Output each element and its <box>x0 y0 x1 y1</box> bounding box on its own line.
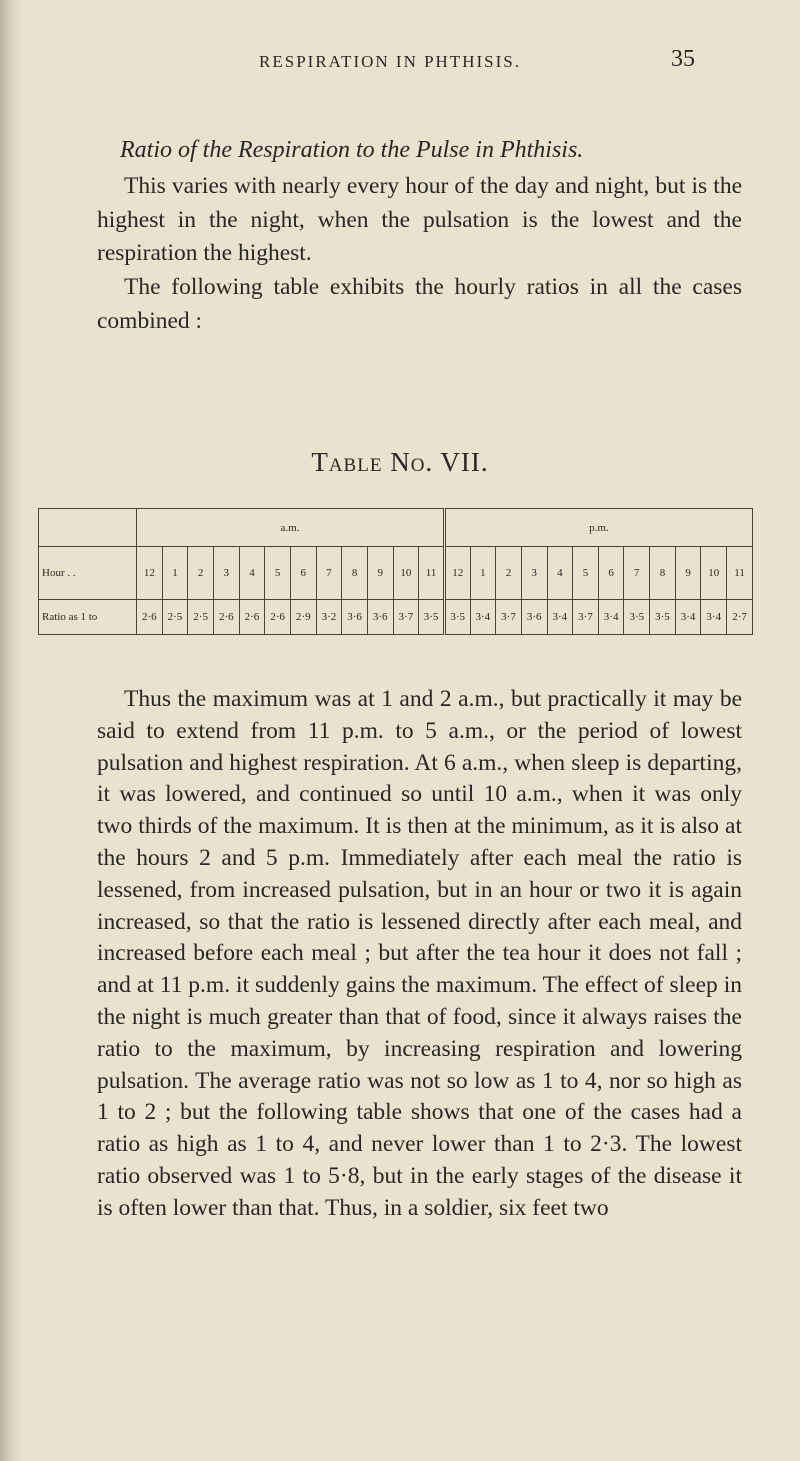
ratio-cell-pm: 3·7 <box>573 600 599 635</box>
hour-row-label: Hour . . <box>39 547 137 600</box>
hour-cell-am: 7 <box>316 547 342 600</box>
ratio-cell-pm: 3·5 <box>650 600 676 635</box>
ratio-cell-am: 2·5 <box>188 600 214 635</box>
hour-cell-am: 1 <box>162 547 188 600</box>
hour-cell-am: 4 <box>239 547 265 600</box>
hour-cell-pm: 8 <box>650 547 676 600</box>
ratio-cell-pm: 3·4 <box>547 600 573 635</box>
hour-cell-pm: 12 <box>444 547 470 600</box>
hour-cell-pm: 5 <box>573 547 599 600</box>
hour-cell-am: 9 <box>367 547 393 600</box>
hour-cell-am: 5 <box>265 547 291 600</box>
ratio-cell-am: 3·7 <box>393 600 419 635</box>
ratio-cell-pm: 3·5 <box>624 600 650 635</box>
ratio-cell-am: 3·5 <box>419 600 445 635</box>
hour-cell-pm: 11 <box>727 547 753 600</box>
empty-corner-cell <box>39 509 137 547</box>
hour-cell-pm: 9 <box>675 547 701 600</box>
hour-cell-am: 2 <box>188 547 214 600</box>
table-title: Table No. VII. <box>311 447 489 477</box>
ratio-cell-pm: 3·4 <box>675 600 701 635</box>
hour-cell-pm: 1 <box>470 547 496 600</box>
ratio-cell-pm: 3·7 <box>496 600 522 635</box>
section-title: Ratio of the Respiration to the Pulse in Phthisis. <box>120 137 584 163</box>
ratio-cell-am: 3·2 <box>316 600 342 635</box>
binding-shadow <box>0 0 22 1461</box>
hour-cell-pm: 7 <box>624 547 650 600</box>
ratio-cell-pm: 3·6 <box>521 600 547 635</box>
ratio-cell-pm: 3·4 <box>470 600 496 635</box>
ratio-cell-am: 2·9 <box>290 600 316 635</box>
hour-cell-am: 8 <box>342 547 368 600</box>
paragraph-3: Thus the maximum was at 1 and 2 a.m., but practically it may be said to extend from 11 p.m. to 5 a.m., or the period of lowest pulsation and highest respiration. At 6 a.m., when sleep is departing, it was lowered, and continued so until 10 a.m., when it was only two thirds of the maximum. It is then at the minimum, as it is also at the hours 2 and 5 p.m. Immediately after each meal the ratio is lessened, from increased pulsation, but in an hour or two it is again increased, so that the ratio is lessened directly after each meal, and increased before each meal ; but after the tea hour it does not fall ; and at 11 p.m. it suddenly gains the maximum. The effect of sleep in the night is much greater than that of food, since it always raises the ratio to the maximum, by increasing respiration and lowering pulsation. The average ratio was not so low as 1 to 4, nor so high as 1 to 2 ; but the following table shows that one of the cases had a ratio as high as 1 to 4, and never lower than 1 to 2·3. The lowest ratio observed was 1 to 5·8, but in the early stages of the disease it is often lower than that. Thus, in a soldier, six feet two <box>97 686 742 1221</box>
page-number: 35 <box>671 46 695 72</box>
ratio-cell-am: 2·6 <box>213 600 239 635</box>
paragraph-2: The following table exhibits the hourly ratios in all the cases combined : <box>97 274 742 334</box>
running-head: RESPIRATION IN PHTHISIS. <box>259 52 521 71</box>
hourly-ratio-table <box>38 508 753 635</box>
hour-cell-am: 6 <box>290 547 316 600</box>
hour-cell-am: 12 <box>137 547 163 600</box>
ratio-cell-am: 2·6 <box>265 600 291 635</box>
hour-cell-am: 10 <box>393 547 419 600</box>
ratio-row <box>39 600 753 635</box>
ratio-cell-am: 2·6 <box>137 600 163 635</box>
ratio-cell-pm: 3·5 <box>444 600 470 635</box>
ratio-cell-pm: 3·4 <box>701 600 727 635</box>
ratio-cell-am: 3·6 <box>342 600 368 635</box>
hour-cell-am: 3 <box>213 547 239 600</box>
period-header-row <box>39 509 753 547</box>
hour-cell-pm: 2 <box>496 547 522 600</box>
hour-cell-pm: 3 <box>521 547 547 600</box>
hour-cell-am: 11 <box>419 547 445 600</box>
ratio-cell-pm: 2·7 <box>727 600 753 635</box>
hour-row <box>39 547 753 600</box>
hour-cell-pm: 6 <box>598 547 624 600</box>
paragraph-1: This varies with nearly every hour of the day and night, but is the highest in the night, when the pulsation is the lowest and the respiration the highest. <box>97 173 742 266</box>
ratio-cell-am: 2·6 <box>239 600 265 635</box>
ratio-cell-am: 2·5 <box>162 600 188 635</box>
ratio-row-label: Ratio as 1 to <box>39 600 137 635</box>
pm-header: p.m. <box>444 509 752 547</box>
hour-cell-pm: 10 <box>701 547 727 600</box>
hour-cell-pm: 4 <box>547 547 573 600</box>
am-header: a.m. <box>137 509 445 547</box>
ratio-cell-am: 3·6 <box>367 600 393 635</box>
ratio-cell-pm: 3·4 <box>598 600 624 635</box>
